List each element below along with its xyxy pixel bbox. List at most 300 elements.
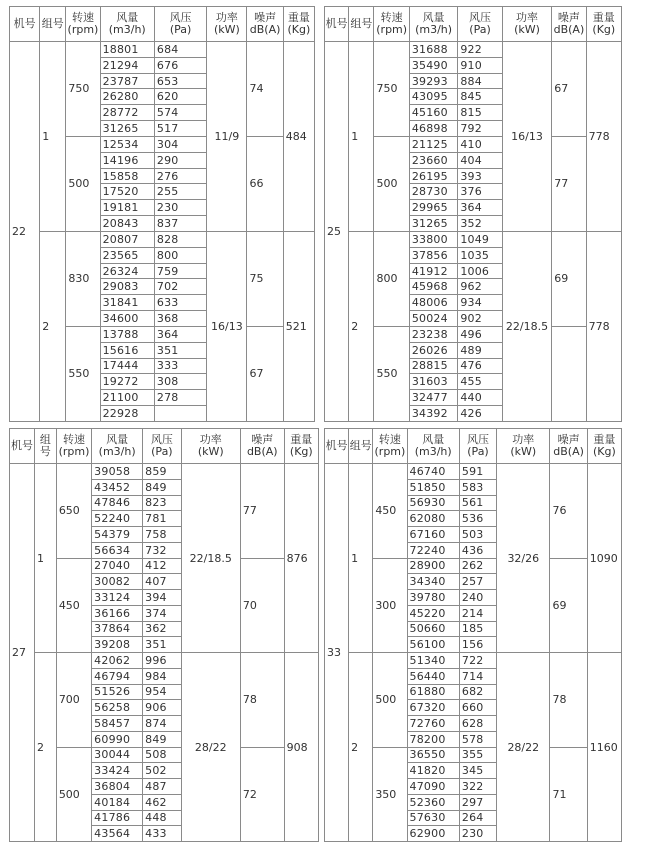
speed-rpm: 450 bbox=[373, 464, 407, 559]
flow-value: 20807 bbox=[100, 231, 154, 247]
header-power: 功率 (kW) bbox=[497, 429, 550, 464]
flow-value: 45968 bbox=[409, 279, 457, 295]
pressure-value: 849 bbox=[143, 731, 181, 747]
pressure-value: 440 bbox=[458, 390, 502, 406]
pressure-value: 574 bbox=[154, 105, 206, 121]
group-number: 2 bbox=[349, 653, 373, 842]
header-row bbox=[10, 429, 319, 464]
pressure-value: 884 bbox=[458, 73, 502, 89]
noise-value: 69 bbox=[550, 558, 587, 653]
flow-value: 40184 bbox=[92, 794, 143, 810]
flow-value: 56440 bbox=[407, 668, 459, 684]
flow-value: 31265 bbox=[409, 216, 457, 232]
speed-rpm: 500 bbox=[66, 136, 100, 231]
pressure-value: 185 bbox=[459, 621, 496, 637]
header-power: 功率 (kW) bbox=[207, 7, 247, 42]
flow-value: 67160 bbox=[407, 527, 459, 543]
pressure-value: 376 bbox=[458, 184, 502, 200]
pressure-value: 404 bbox=[458, 152, 502, 168]
header-weight: 重量 (Kg) bbox=[586, 7, 621, 42]
flow-value: 37856 bbox=[409, 247, 457, 263]
flow-value: 51526 bbox=[92, 684, 143, 700]
flow-value: 12534 bbox=[100, 136, 154, 152]
speed-rpm: 550 bbox=[66, 326, 100, 421]
power-value: 11/9 bbox=[207, 42, 247, 232]
table-row bbox=[10, 747, 319, 763]
header-group: 组号 bbox=[349, 429, 373, 464]
power-value: 16/13 bbox=[207, 231, 247, 421]
flow-value: 51850 bbox=[407, 479, 459, 495]
weight-value: 778 bbox=[586, 42, 621, 232]
weight-value: 876 bbox=[284, 464, 318, 653]
pressure-value: 962 bbox=[458, 279, 502, 295]
flow-value: 46898 bbox=[409, 121, 457, 137]
pressure-value: 906 bbox=[143, 700, 181, 716]
spec-table bbox=[9, 428, 319, 842]
pressure-value: 722 bbox=[459, 653, 496, 669]
flow-value: 13788 bbox=[100, 326, 154, 342]
table-row bbox=[325, 464, 622, 480]
pressure-value: 874 bbox=[143, 716, 181, 732]
noise-value: 67 bbox=[247, 326, 283, 421]
table-row bbox=[10, 464, 319, 480]
flow-value: 46740 bbox=[407, 464, 459, 480]
pressure-value: 849 bbox=[143, 479, 181, 495]
flow-value: 15858 bbox=[100, 168, 154, 184]
flow-value: 28815 bbox=[409, 358, 457, 374]
noise-value: 66 bbox=[247, 136, 283, 231]
flow-value: 36804 bbox=[92, 779, 143, 795]
power-value: 22/18.5 bbox=[181, 464, 240, 653]
flow-value: 45220 bbox=[407, 605, 459, 621]
pressure-value: 355 bbox=[459, 747, 496, 763]
weight-value: 1160 bbox=[587, 653, 621, 842]
noise-value: 77 bbox=[552, 136, 586, 231]
noise-value: 75 bbox=[247, 231, 283, 326]
pressure-value: 156 bbox=[459, 637, 496, 653]
flow-value: 36550 bbox=[407, 747, 459, 763]
flow-value: 41912 bbox=[409, 263, 457, 279]
pressure-value: 393 bbox=[458, 168, 502, 184]
pressure-value: 262 bbox=[459, 558, 496, 574]
group-number: 2 bbox=[40, 231, 66, 421]
flow-value: 78200 bbox=[407, 731, 459, 747]
flow-value: 57630 bbox=[407, 810, 459, 826]
header-speed: 转速 (rpm) bbox=[373, 429, 407, 464]
header-weight: 重量 (Kg) bbox=[284, 429, 318, 464]
pressure-value: 362 bbox=[143, 621, 181, 637]
pressure-value: 1006 bbox=[458, 263, 502, 279]
table-row bbox=[325, 231, 622, 247]
pressure-value: 352 bbox=[458, 216, 502, 232]
flow-value: 56258 bbox=[92, 700, 143, 716]
speed-rpm: 700 bbox=[56, 653, 91, 748]
flow-value: 39208 bbox=[92, 637, 143, 653]
pressure-value: 759 bbox=[154, 263, 206, 279]
table-row bbox=[10, 231, 315, 247]
pressure-value: 264 bbox=[459, 810, 496, 826]
header-flow: 风量 (m3/h) bbox=[407, 429, 459, 464]
pressure-value: 517 bbox=[154, 121, 206, 137]
flow-value: 61880 bbox=[407, 684, 459, 700]
header-row bbox=[325, 7, 622, 42]
flow-value: 32477 bbox=[409, 390, 457, 406]
pressure-value: 934 bbox=[458, 295, 502, 311]
header-group: 组号 bbox=[349, 7, 374, 42]
speed-rpm: 750 bbox=[374, 42, 409, 137]
pressure-value: 508 bbox=[143, 747, 181, 763]
pressure-value: 257 bbox=[459, 574, 496, 590]
pressure-value: 732 bbox=[143, 542, 181, 558]
flow-value: 72240 bbox=[407, 542, 459, 558]
flow-value: 29965 bbox=[409, 200, 457, 216]
pressure-value: 781 bbox=[143, 511, 181, 527]
header-speed: 转速 (rpm) bbox=[56, 429, 91, 464]
flow-value: 26026 bbox=[409, 342, 457, 358]
pressure-value: 374 bbox=[143, 605, 181, 621]
flow-value: 15616 bbox=[100, 342, 154, 358]
flow-value: 21125 bbox=[409, 136, 457, 152]
pressure-value: 276 bbox=[154, 168, 206, 184]
pressure-value: 902 bbox=[458, 311, 502, 327]
flow-value: 19181 bbox=[100, 200, 154, 216]
spec-table bbox=[9, 6, 315, 422]
flow-value: 50024 bbox=[409, 311, 457, 327]
pressure-value: 502 bbox=[143, 763, 181, 779]
flow-value: 21100 bbox=[100, 390, 154, 406]
pressure-value: 660 bbox=[459, 700, 496, 716]
flow-value: 41786 bbox=[92, 810, 143, 826]
noise-value bbox=[552, 326, 586, 421]
weight-value: 1090 bbox=[587, 464, 621, 653]
spec-table bbox=[324, 6, 622, 422]
pressure-value: 394 bbox=[143, 590, 181, 606]
flow-value: 35490 bbox=[409, 57, 457, 73]
flow-value: 37864 bbox=[92, 621, 143, 637]
flow-value: 26195 bbox=[409, 168, 457, 184]
pressure-value: 364 bbox=[458, 200, 502, 216]
pressure-value: 578 bbox=[459, 731, 496, 747]
flow-value: 56930 bbox=[407, 495, 459, 511]
header-machine: 机号 bbox=[10, 7, 40, 42]
fan-spec-table-22 bbox=[9, 6, 315, 422]
machine-number: 33 bbox=[325, 464, 349, 842]
pressure-value: 859 bbox=[143, 464, 181, 480]
pressure-value: 823 bbox=[143, 495, 181, 511]
pressure-value: 800 bbox=[154, 247, 206, 263]
pressure-value: 407 bbox=[143, 574, 181, 590]
flow-value: 50660 bbox=[407, 621, 459, 637]
machine-number: 27 bbox=[10, 464, 35, 842]
flow-value: 41820 bbox=[407, 763, 459, 779]
pressure-value: 758 bbox=[143, 527, 181, 543]
flow-value: 48006 bbox=[409, 295, 457, 311]
weight-value: 484 bbox=[283, 42, 314, 232]
pressure-value: 308 bbox=[154, 374, 206, 390]
flow-value: 43452 bbox=[92, 479, 143, 495]
pressure-value: 230 bbox=[459, 826, 496, 842]
header-power: 功率 (kW) bbox=[502, 7, 552, 42]
pressure-value: 368 bbox=[154, 311, 206, 327]
power-value: 28/22 bbox=[181, 653, 240, 842]
noise-value: 67 bbox=[552, 42, 586, 137]
header-weight: 重量 (Kg) bbox=[283, 7, 314, 42]
speed-rpm: 830 bbox=[66, 231, 100, 326]
pressure-value: 653 bbox=[154, 73, 206, 89]
header-machine: 机号 bbox=[10, 429, 35, 464]
pressure-value: 910 bbox=[458, 57, 502, 73]
pressure-value: 436 bbox=[459, 542, 496, 558]
flow-value: 28900 bbox=[407, 558, 459, 574]
speed-rpm: 500 bbox=[56, 747, 91, 842]
pressure-value: 297 bbox=[459, 794, 496, 810]
flow-value: 31688 bbox=[409, 42, 457, 58]
header-machine: 机号 bbox=[325, 7, 349, 42]
header-flow: 风量 (m3/h) bbox=[409, 7, 457, 42]
flow-value: 29083 bbox=[100, 279, 154, 295]
header-power: 功率 (kW) bbox=[181, 429, 240, 464]
pressure-value: 214 bbox=[459, 605, 496, 621]
pressure-value: 1049 bbox=[458, 231, 502, 247]
table-row bbox=[10, 558, 319, 574]
pressure-value: 345 bbox=[459, 763, 496, 779]
noise-value: 76 bbox=[550, 464, 587, 559]
pressure-value: 503 bbox=[459, 527, 496, 543]
pressure-value: 351 bbox=[143, 637, 181, 653]
pressure-value: 633 bbox=[154, 295, 206, 311]
speed-rpm: 800 bbox=[374, 231, 409, 326]
pressure-value: 1035 bbox=[458, 247, 502, 263]
fan-spec-table-25 bbox=[324, 6, 622, 422]
flow-value: 17520 bbox=[100, 184, 154, 200]
group-number: 1 bbox=[349, 42, 374, 232]
header-speed: 转速 (rpm) bbox=[66, 7, 100, 42]
pressure-value: 922 bbox=[458, 42, 502, 58]
flow-value: 36166 bbox=[92, 605, 143, 621]
flow-value: 56634 bbox=[92, 542, 143, 558]
header-flow: 风量 (m3/h) bbox=[100, 7, 154, 42]
pressure-value: 255 bbox=[154, 184, 206, 200]
group-number: 2 bbox=[34, 653, 56, 842]
pressure-value: 837 bbox=[154, 216, 206, 232]
pressure-value: 682 bbox=[459, 684, 496, 700]
noise-value: 77 bbox=[240, 464, 284, 559]
header-row bbox=[325, 429, 622, 464]
flow-value: 60990 bbox=[92, 731, 143, 747]
pressure-value: 433 bbox=[143, 826, 181, 842]
flow-value: 34392 bbox=[409, 406, 457, 422]
noise-value: 72 bbox=[240, 747, 284, 842]
pressure-value: 561 bbox=[459, 495, 496, 511]
flow-value: 58457 bbox=[92, 716, 143, 732]
speed-rpm: 500 bbox=[374, 136, 409, 231]
flow-value: 56100 bbox=[407, 637, 459, 653]
pressure-value: 304 bbox=[154, 136, 206, 152]
speed-rpm: 750 bbox=[66, 42, 100, 137]
header-pressure: 风压 (Pa) bbox=[154, 7, 206, 42]
flow-value: 20843 bbox=[100, 216, 154, 232]
flow-value: 30082 bbox=[92, 574, 143, 590]
speed-rpm: 550 bbox=[374, 326, 409, 421]
header-noise: 噪声 dB(A) bbox=[552, 7, 586, 42]
pressure-value: 364 bbox=[154, 326, 206, 342]
flow-value: 31603 bbox=[409, 374, 457, 390]
flow-value: 34340 bbox=[407, 574, 459, 590]
fan-spec-table-33 bbox=[324, 428, 622, 842]
pressure-value: 984 bbox=[143, 668, 181, 684]
flow-value: 18801 bbox=[100, 42, 154, 58]
noise-value: 70 bbox=[240, 558, 284, 653]
pressure-value: 448 bbox=[143, 810, 181, 826]
noise-value: 78 bbox=[240, 653, 284, 748]
machine-number: 25 bbox=[325, 42, 349, 422]
flow-value: 51340 bbox=[407, 653, 459, 669]
weight-value: 521 bbox=[283, 231, 314, 421]
header-pressure: 风压 (Pa) bbox=[458, 7, 502, 42]
pressure-value: 240 bbox=[459, 590, 496, 606]
flow-value: 45160 bbox=[409, 105, 457, 121]
noise-value: 71 bbox=[550, 747, 587, 842]
header-pressure: 风压 (Pa) bbox=[459, 429, 496, 464]
pressure-value: 702 bbox=[154, 279, 206, 295]
spec-table bbox=[324, 428, 622, 842]
flow-value: 28730 bbox=[409, 184, 457, 200]
flow-value: 14196 bbox=[100, 152, 154, 168]
flow-value: 52240 bbox=[92, 511, 143, 527]
machine-number: 22 bbox=[10, 42, 40, 422]
fan-spec-table-27 bbox=[9, 428, 319, 842]
speed-rpm: 650 bbox=[56, 464, 91, 559]
pressure-value: 620 bbox=[154, 89, 206, 105]
pressure-value: 714 bbox=[459, 668, 496, 684]
header-noise: 噪声 dB(A) bbox=[550, 429, 587, 464]
flow-value: 47090 bbox=[407, 779, 459, 795]
flow-value: 62080 bbox=[407, 511, 459, 527]
header-noise: 噪声 dB(A) bbox=[247, 7, 283, 42]
header-speed: 转速 (rpm) bbox=[374, 7, 409, 42]
flow-value: 54379 bbox=[92, 527, 143, 543]
table-row bbox=[325, 653, 622, 669]
header-group: 组号 bbox=[40, 7, 66, 42]
pressure-value: 230 bbox=[154, 200, 206, 216]
pressure-value: 487 bbox=[143, 779, 181, 795]
flow-value: 23238 bbox=[409, 326, 457, 342]
flow-value: 42062 bbox=[92, 653, 143, 669]
pressure-value: 290 bbox=[154, 152, 206, 168]
header-machine: 机号 bbox=[325, 429, 349, 464]
pressure-value: 792 bbox=[458, 121, 502, 137]
speed-rpm: 350 bbox=[373, 747, 407, 842]
flow-value: 31841 bbox=[100, 295, 154, 311]
pressure-value: 322 bbox=[459, 779, 496, 795]
flow-value: 67320 bbox=[407, 700, 459, 716]
pressure-value: 828 bbox=[154, 231, 206, 247]
flow-value: 33424 bbox=[92, 763, 143, 779]
noise-value: 78 bbox=[550, 653, 587, 748]
flow-value: 43095 bbox=[409, 89, 457, 105]
header-flow: 风量 (m3/h) bbox=[92, 429, 143, 464]
power-value: 16/13 bbox=[502, 42, 552, 232]
pressure-value: 278 bbox=[154, 390, 206, 406]
pressure-value: 684 bbox=[154, 42, 206, 58]
flow-value: 72760 bbox=[407, 716, 459, 732]
pressure-value: 496 bbox=[458, 326, 502, 342]
flow-value: 23787 bbox=[100, 73, 154, 89]
pressure-value bbox=[154, 406, 206, 422]
flow-value: 39780 bbox=[407, 590, 459, 606]
flow-value: 17444 bbox=[100, 358, 154, 374]
flow-value: 62900 bbox=[407, 826, 459, 842]
header-row bbox=[10, 7, 315, 42]
pressure-value: 333 bbox=[154, 358, 206, 374]
noise-value: 69 bbox=[552, 231, 586, 326]
flow-value: 27040 bbox=[92, 558, 143, 574]
table-row bbox=[10, 653, 319, 669]
speed-rpm: 300 bbox=[373, 558, 407, 653]
group-number: 1 bbox=[349, 464, 373, 653]
flow-value: 33800 bbox=[409, 231, 457, 247]
flow-value: 21294 bbox=[100, 57, 154, 73]
header-weight: 重量 (Kg) bbox=[587, 429, 621, 464]
header-pressure: 风压 (Pa) bbox=[143, 429, 181, 464]
flow-value: 30044 bbox=[92, 747, 143, 763]
weight-value: 908 bbox=[284, 653, 318, 842]
flow-value: 39058 bbox=[92, 464, 143, 480]
pressure-value: 412 bbox=[143, 558, 181, 574]
speed-rpm: 450 bbox=[56, 558, 91, 653]
pressure-value: 591 bbox=[459, 464, 496, 480]
group-number: 1 bbox=[40, 42, 66, 232]
group-number: 2 bbox=[349, 231, 374, 421]
flow-value: 46794 bbox=[92, 668, 143, 684]
flow-value: 22928 bbox=[100, 406, 154, 422]
flow-value: 33124 bbox=[92, 590, 143, 606]
power-value: 28/22 bbox=[497, 653, 550, 842]
pressure-value: 815 bbox=[458, 105, 502, 121]
pressure-value: 996 bbox=[143, 653, 181, 669]
flow-value: 19272 bbox=[100, 374, 154, 390]
pressure-value: 583 bbox=[459, 479, 496, 495]
group-number: 1 bbox=[34, 464, 56, 653]
speed-rpm: 500 bbox=[373, 653, 407, 748]
flow-value: 52360 bbox=[407, 794, 459, 810]
flow-value: 43564 bbox=[92, 826, 143, 842]
pressure-value: 676 bbox=[154, 57, 206, 73]
pressure-value: 455 bbox=[458, 374, 502, 390]
pressure-value: 426 bbox=[458, 406, 502, 422]
pressure-value: 489 bbox=[458, 342, 502, 358]
pressure-value: 351 bbox=[154, 342, 206, 358]
flow-value: 39293 bbox=[409, 73, 457, 89]
pressure-value: 845 bbox=[458, 89, 502, 105]
flow-value: 28772 bbox=[100, 105, 154, 121]
weight-value: 778 bbox=[586, 231, 621, 421]
pressure-value: 462 bbox=[143, 794, 181, 810]
header-noise: 噪声 dB(A) bbox=[240, 429, 284, 464]
flow-value: 31265 bbox=[100, 121, 154, 137]
flow-value: 23660 bbox=[409, 152, 457, 168]
flow-value: 47846 bbox=[92, 495, 143, 511]
noise-value: 74 bbox=[247, 42, 283, 137]
power-value: 32/26 bbox=[497, 464, 550, 653]
flow-value: 26324 bbox=[100, 263, 154, 279]
pressure-value: 410 bbox=[458, 136, 502, 152]
pressure-value: 628 bbox=[459, 716, 496, 732]
power-value: 22/18.5 bbox=[502, 231, 552, 421]
flow-value: 26280 bbox=[100, 89, 154, 105]
pressure-value: 536 bbox=[459, 511, 496, 527]
pressure-value: 476 bbox=[458, 358, 502, 374]
